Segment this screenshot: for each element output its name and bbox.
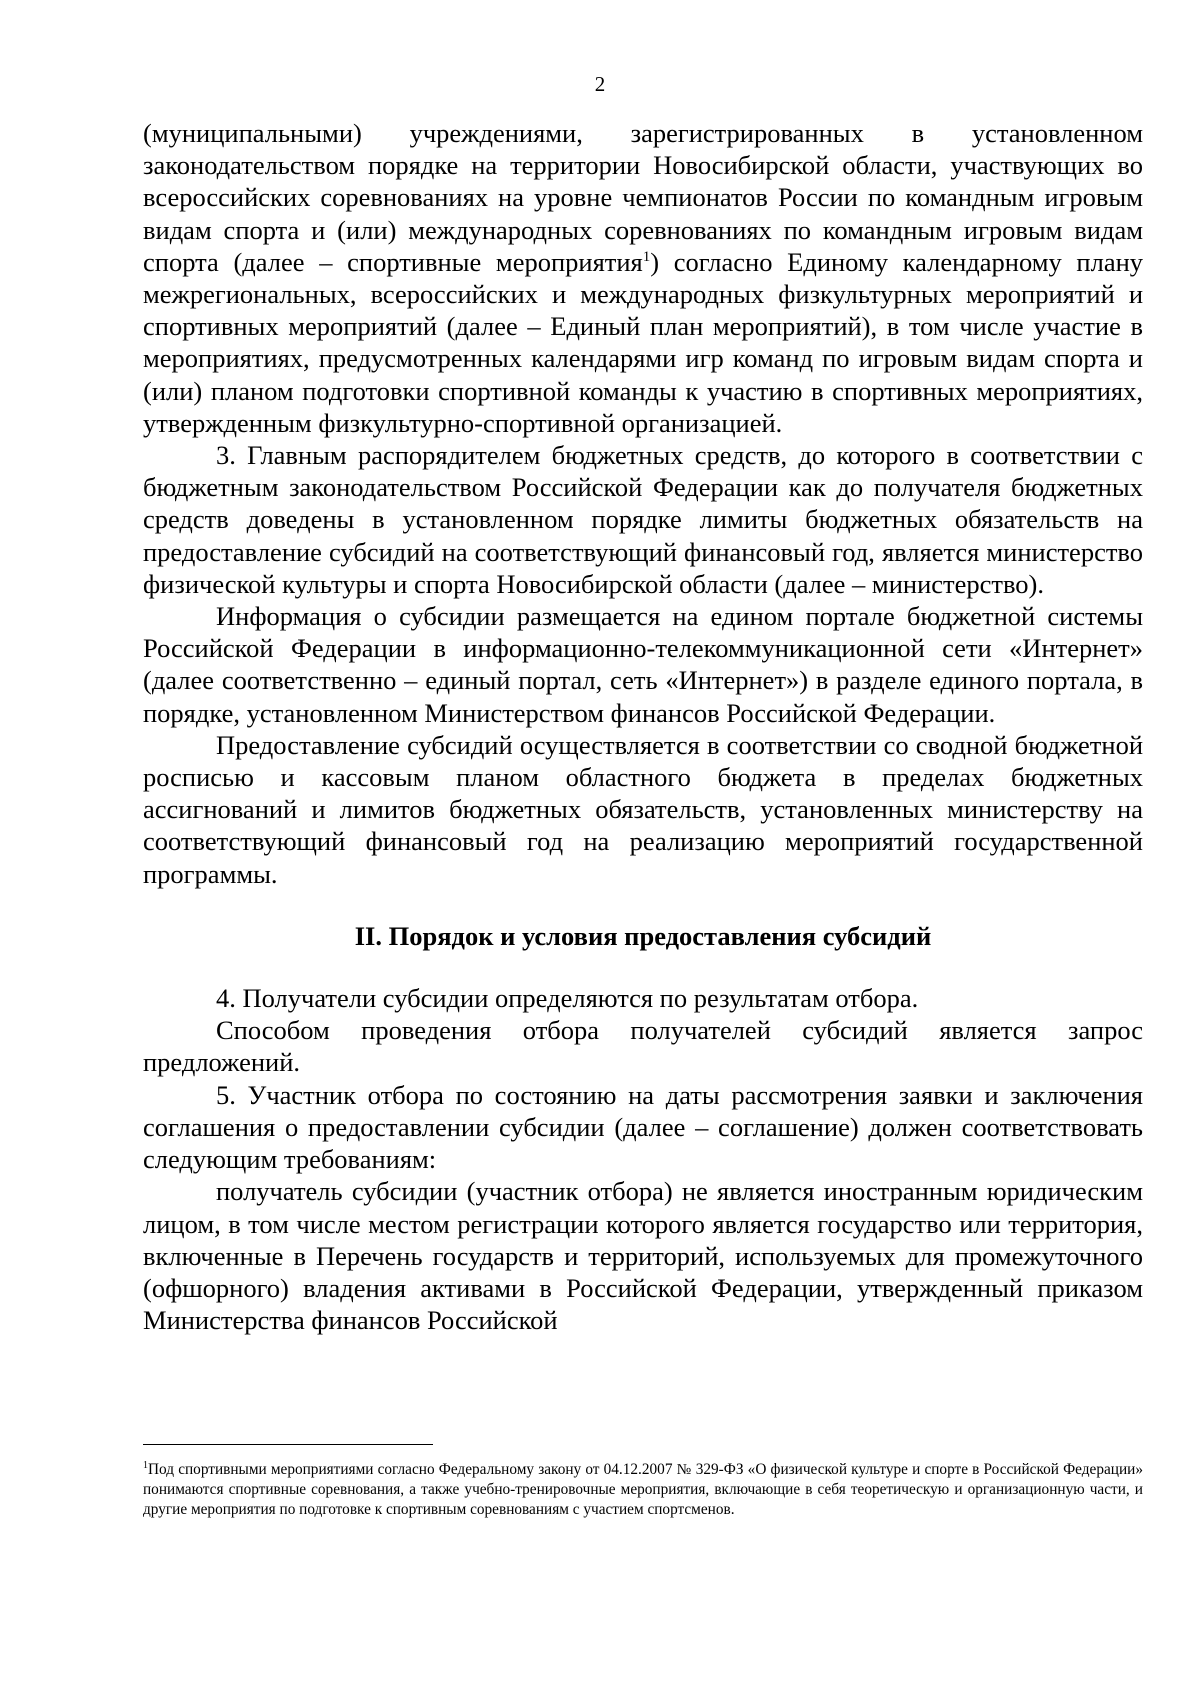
paragraph-5: 5. Участник отбора по состоянию на даты рассмотрения заявки и заключения соглашения о предоставлении субсидии (далее – соглашение) должен соответствовать следующим требованиям: bbox=[143, 1079, 1143, 1175]
footnote-marker: 1 bbox=[143, 1459, 148, 1471]
footnote-divider bbox=[143, 1444, 433, 1445]
paragraph-subsidy-provision: Предоставление субсидий осуществляется в соответствии со сводной бюджетной росписью и кассовым планом областного бюджета в пределах бюджетных ассигнований и лимитов бюджетных обязательств, установленных министерству на соответствующий финансовый год на реализацию мероприятий государственной программы. bbox=[143, 729, 1143, 889]
document-body bbox=[143, 117, 1143, 1336]
section-heading: II. Порядок и условия предоставления субсидий bbox=[354, 920, 932, 951]
paragraph-3: 3. Главным распорядителем бюджетных средств, до которого в соответствии с бюджетным законодательством Российской Федерации как до получателя бюджетных средств доведены в установленном порядке лимиты бюджетных обязательств на предоставление субсидий на соответствующий финансовый год, является министерство физической культуры и спорта Новосибирской области (далее – министерство). bbox=[143, 440, 1143, 599]
paragraph-selection-method: Способом проведения отбора получателей субсидий является запрос предложений. bbox=[143, 1015, 1143, 1078]
paragraph-continuation bbox=[143, 117, 1143, 439]
page-number: 2 bbox=[594, 72, 606, 96]
paragraph-text: ) согласно Единому календарному плану межрегиональных, всероссийских и международных физкультурных мероприятий и спортивных мероприятий (далее – Единый план мероприятий), в том числе участие в мероприятиях, предусмотренных календарями игр команд по игровым видам спорта и (или) планом подготовки спортивной команды к участию в спортивных мероприятиях, утвержденным физкультурно-спортивной организацией. bbox=[143, 246, 1144, 438]
paragraph-4: 4. Получатели субсидии определяются по результатам отбора. bbox=[216, 983, 919, 1014]
footnote bbox=[143, 1460, 1143, 1520]
paragraph-info-portal: Информация о субсидии размещается на едином портале бюджетной системы Российской Федерации в информационно-телекоммуникационной сети «Интернет» (далее соответственно – единый портал, сеть «Интернет») в разделе единого портала, в порядке, установленном Министерством финансов Российской Федерации. bbox=[143, 601, 1143, 728]
footnote-text: Под спортивными мероприятиями согласно Федеральному закону от 04.12.2007 № 329-ФЗ «О физической культуре и спорте в Российской Федерации» понимаются спортивные соревнования, а также учебно-тренировочные мероприятия, включающие в себя теоретическую и организационную части, и другие мероприятия по подготовке к спортивным соревнованиям с участием спортсменов. bbox=[143, 1461, 1143, 1518]
paragraph-requirement: получатель субсидии (участник отбора) не является иностранным юридическим лицом, в том числе местом регистрации которого является государство или территория, включенные в Перечень государств и территорий, используемых для промежуточного (офшорного) владения активами в Российской Федерации, утвержденный приказом Министерства финансов Российской bbox=[143, 1176, 1143, 1336]
footnote-reference: 1 bbox=[642, 248, 651, 265]
paragraph-text: (муниципальными) учреждениями, зарегистрированных в установленном законодательством порядке на территории Новосибирской области, участвующих во всероссийских соревнованиях на уровне чемпионатов России по командным игровым видам спорта и (или) международных соревнованиях по командным игровым видам спорта (далее – спортивные мероприятия bbox=[143, 118, 1143, 277]
